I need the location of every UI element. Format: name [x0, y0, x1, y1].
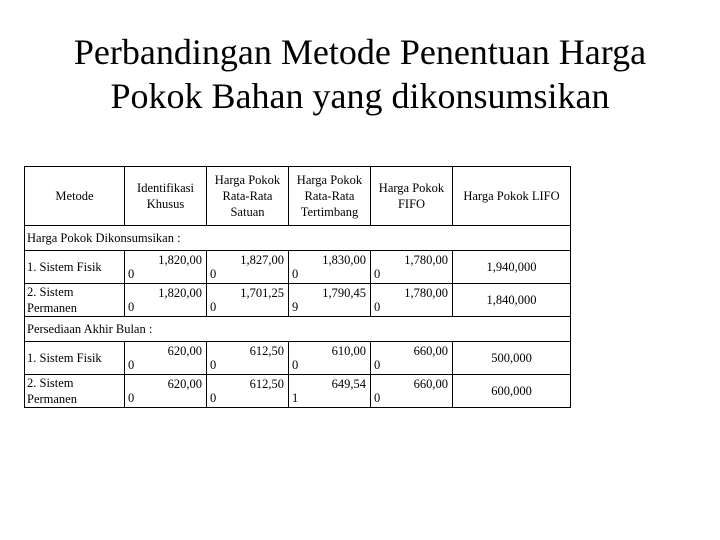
cell-value-wrap: 0 [210, 391, 217, 405]
cell-value-wrap: 0 [374, 267, 381, 281]
cell-rata-tertimbang [289, 375, 371, 408]
cell-value: 660,00 [413, 344, 448, 358]
cell-rata-tertimbang [289, 342, 371, 375]
cell-value: 1,827,00 [240, 253, 284, 267]
cell-value-wrap: 9 [292, 300, 299, 314]
cell-rata-tertimbang [289, 284, 371, 317]
cell-value: 660,00 [413, 377, 448, 391]
slide-title-line-2: Pokok Bahan yang dikonsumsikan [110, 76, 610, 116]
row-label: 2. Sistem Permanen [25, 284, 125, 317]
cell-identifikasi [125, 342, 207, 375]
cell-value: 1,780,00 [404, 253, 448, 267]
header-lifo: Harga Pokok LIFO [453, 167, 571, 226]
cell-rata-tertimbang [289, 251, 371, 284]
section-row [25, 317, 571, 342]
cell-value-wrap: 1 [292, 391, 299, 405]
cell-fifo [371, 251, 453, 284]
cell-rata-satuan [207, 251, 289, 284]
cell-value-wrap: 0 [128, 300, 135, 314]
table-row [25, 251, 571, 284]
row-label: 1. Sistem Fisik [25, 251, 125, 284]
cell-value: 612,50 [249, 377, 284, 391]
cell-value-wrap: 0 [374, 358, 381, 372]
header-fifo: Harga Pokok FIFO [371, 167, 453, 226]
cell-value-wrap: 0 [128, 267, 135, 281]
row-label: 1. Sistem Fisik [25, 342, 125, 375]
header-rata-rata-satuan: Harga Pokok Rata-Rata Satuan [207, 167, 289, 226]
cell-value: 1,701,25 [240, 286, 284, 300]
cell-identifikasi [125, 375, 207, 408]
cell-value: 1,790,45 [322, 286, 366, 300]
section-row [25, 226, 571, 251]
cell-fifo [371, 375, 453, 408]
cell-value: 620,00 [167, 344, 202, 358]
cell-value: 1,820,00 [158, 253, 202, 267]
cell-rata-satuan [207, 284, 289, 317]
cell-value-wrap: 0 [128, 391, 135, 405]
row-label: 2. Sistem Permanen [25, 375, 125, 408]
cell-value-wrap: 0 [210, 300, 217, 314]
table-header-row [25, 167, 571, 226]
cell-value-wrap: 0 [292, 358, 299, 372]
cell-value-wrap: 0 [374, 300, 381, 314]
cell-value-wrap: 0 [374, 391, 381, 405]
cell-value-wrap: 0 [210, 267, 217, 281]
cell-fifo [371, 342, 453, 375]
cell-lifo: 1,840,000 [453, 284, 571, 317]
cell-identifikasi [125, 251, 207, 284]
cell-value-wrap: 0 [210, 358, 217, 372]
slide-title-line-1: Perbandingan Metode Penentuan Harga [73, 32, 647, 72]
cell-lifo: 500,000 [453, 342, 571, 375]
header-metode: Metode [25, 167, 125, 226]
cell-rata-satuan [207, 342, 289, 375]
table-row [25, 375, 571, 408]
cell-value-wrap: 0 [292, 267, 299, 281]
cell-value-wrap: 0 [128, 358, 135, 372]
cell-fifo [371, 284, 453, 317]
header-identifikasi-khusus: Identifikasi Khusus [125, 167, 207, 226]
cell-value: 620,00 [167, 377, 202, 391]
cell-lifo: 600,000 [453, 375, 571, 408]
cell-value: 1,820,00 [158, 286, 202, 300]
cell-value: 610,00 [331, 344, 366, 358]
cell-value: 1,780,00 [404, 286, 448, 300]
cell-value: 1,830,00 [322, 253, 366, 267]
table-row [25, 342, 571, 375]
cell-value: 649,54 [331, 377, 366, 391]
cell-lifo: 1,940,000 [453, 251, 571, 284]
comparison-table [24, 166, 571, 408]
section-label-persediaan: Persediaan Akhir Bulan : [25, 317, 571, 342]
table-row [25, 284, 571, 317]
section-label-harga-pokok: Harga Pokok Dikonsumsikan : [25, 226, 571, 251]
slide-title [0, 30, 720, 118]
header-rata-rata-tertimbang: Harga Pokok Rata-Rata Tertimbang [289, 167, 371, 226]
cell-rata-satuan [207, 375, 289, 408]
cell-identifikasi [125, 284, 207, 317]
cell-value: 612,50 [249, 344, 284, 358]
